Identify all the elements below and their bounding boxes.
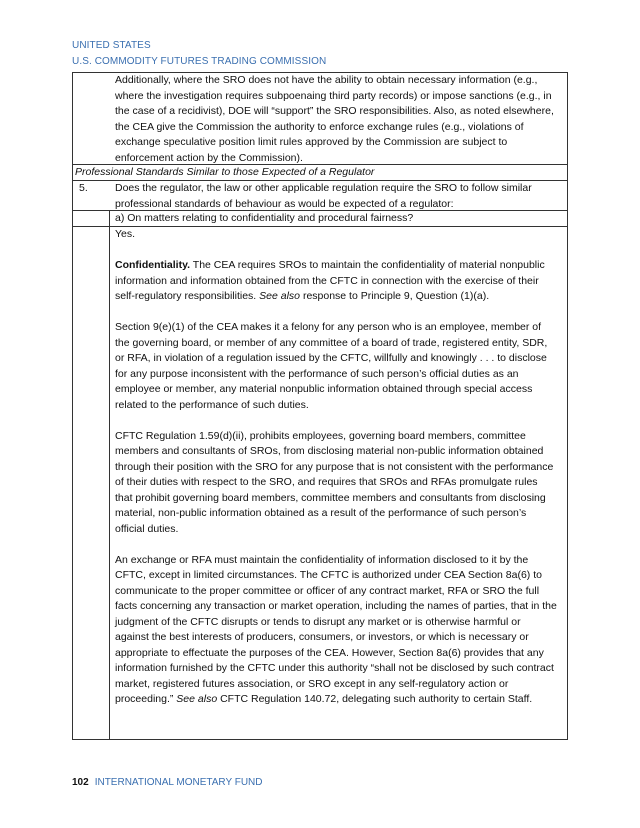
exchange-confidentiality-paragraph [115,553,557,708]
see-also-text: See also [176,693,218,705]
question-text: Does the regulator, the law or other applicable regulation require the SRO to follow similar professional standards of behaviour as would be expected of a regulator: [115,182,532,210]
subquestion-label: a) On matters relating to confidentiality and procedural fairness? [115,212,414,224]
question-number: 5. [79,182,88,194]
confidentiality-paragraph [115,258,557,305]
regulation-159-paragraph: CFTC Regulation 1.59(d)(ii), prohibits employees, governing board members, committee members and consultants of SROs, from disclosing material non-public information obtained through their position with the SRO for any purpose that is not consistent with the performance of their duties with respect to the SRO, and requires that SROs and RFAs promulgate rules that prohibit governing board members, committee members and consultants from disclosing material, non-public information obtained as a result of the performance of such person’s official duties. [115,429,554,535]
exchange-confidentiality-tail: CFTC Regulation 140.72, delegating such authority to certain Staff. [217,693,533,705]
page-number: 102 [72,777,89,788]
top-answer-block [73,73,567,165]
question-row [73,181,567,211]
footer-org: INTERNATIONAL MONETARY FUND [94,777,263,788]
column-divider [109,211,110,739]
answer-yes: Yes. [115,228,136,240]
section-title: Professional Standards Similar to those Expected of a Regulator [75,166,375,178]
subquestion-row [73,211,567,226]
confidentiality-heading: Confidentiality. [115,259,191,271]
confidentiality-text: The CEA requires SROs to maintain the confidentiality of material nonpublic information and information obtained from the CFTC in connection with the exercise of their self-regulatory responsibilities. [115,259,545,302]
header-country: UNITED STATES [72,40,151,51]
top-answer-text: Additionally, where the SRO does not have the ability to obtain necessary information (e.g., where the investigation requires subpoenaing third party records) or impose sanctions (e.g., in the case of a recidivist), DOE will “support” the SRO responsibilities. Also, as noted elsewhere, the CEA give the Commission the authority to enforce exchange rules (e.g., violations of exchange speculative position limit rules approved by the Commission are subject to enforcement action by the Commission). [115,74,554,164]
running-header [72,38,326,70]
header-agency: U.S. COMMODITY FUTURES TRADING COMMISSION [72,56,327,67]
see-also-text: See also [259,290,301,302]
exchange-confidentiality-text: An exchange or RFA must maintain the confidentiality of information disclosed to it by the CFTC, except in limited circumstances. The CFTC is authorized under CEA Section 8a(6) to communicate to the proper committee or officer of any contract market, RFA or SRO the full facts concerning any transaction or market operation, including the names of parties, that in the judgment of the CFTC disrupts or tends to disrupt any market or is otherwise harmful or against the best interests of producers, consumers, or investors, or which is necessary or appropriate to effectuate the purposes of the CEA. However, Section 8a(6) provides that any information furnished by the CFTC under this authority “shall not be disclosed by such contract market, registered futures association, or SRO except in any self-regulatory action or proceeding.” [115,553,557,705]
assessment-table [72,72,568,740]
page-footer [72,777,262,788]
section-9e1-paragraph: Section 9(e)(1) of the CEA makes it a felony for any person who is an employee, member of the governing board, or member of any committee of a board of trade, registered entity, SDR, or RFA, in violation of a regulation issued by the CFTC, willfully and knowingly . . . to disclose for any purpose inconsistent with the performance of such person’s official duties as an employee or member, any material nonpublic information obtained through special access related to the performance of such duties. [115,321,548,411]
confidentiality-tail: response to Principle 9, Question (1)(a). [300,290,490,302]
